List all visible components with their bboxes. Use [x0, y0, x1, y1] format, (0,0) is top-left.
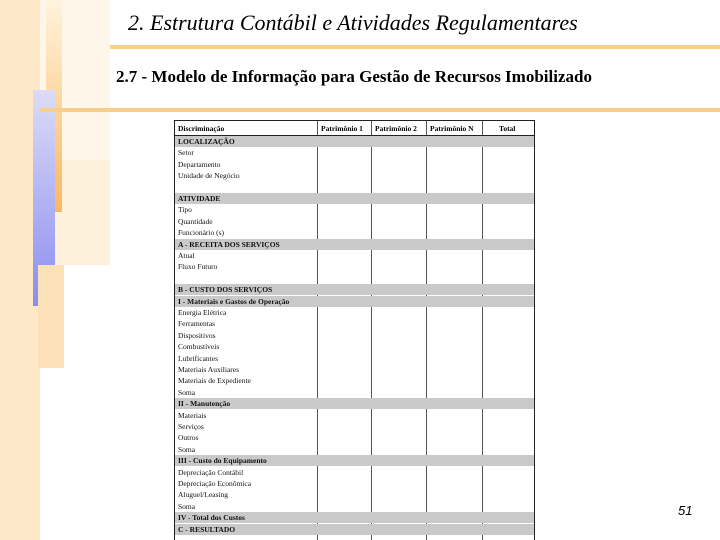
row-label: Quantidade: [178, 216, 213, 226]
row-label: C - RESULTADO: [178, 524, 236, 534]
table-row: [175, 501, 534, 512]
table-row: [175, 273, 534, 284]
header-total: Total: [499, 124, 516, 133]
title-underline: [110, 45, 720, 49]
table-row: [175, 375, 534, 386]
table-row: [175, 227, 534, 238]
row-label: Atual: [178, 251, 195, 260]
table-row: [175, 387, 534, 398]
row-label: Energia Elétrica: [178, 308, 227, 317]
slide-subtitle: 2.7 - Modelo de Informação para Gestão de Recursos Imobilizado: [116, 67, 592, 86]
table-row: [175, 478, 534, 489]
table-row: [175, 410, 534, 421]
header-patrimonio-1: Patrimônio 1: [321, 124, 363, 133]
row-label: Departamento: [178, 159, 221, 169]
row-label: III - Custo do Equipamento: [178, 456, 267, 466]
table-row: [175, 341, 534, 352]
header-discriminacao: Discriminação: [178, 124, 225, 133]
row-label: Setor: [178, 148, 194, 158]
row-label: Outros: [178, 433, 199, 443]
page-number: 51: [678, 503, 693, 518]
table-row: [175, 147, 534, 158]
header-patrimonio-2: Patrimônio 2: [375, 124, 417, 133]
table-row: [175, 489, 534, 500]
row-label: B - CUSTO DOS SERVIÇOS: [178, 285, 273, 295]
slide-title: 2. Estrutura Contábil e Atividades Regulamentares: [128, 10, 578, 35]
table-section-row: [175, 455, 534, 466]
table-section-row: [175, 136, 534, 147]
row-label: Tipo: [178, 205, 192, 215]
subtitle-underline: [40, 108, 720, 112]
table-row: [175, 353, 534, 364]
row-label: Unidade de Negócio: [178, 171, 240, 181]
row-label: IV - Total dos Custos: [178, 513, 245, 523]
decor-block-peach: [38, 265, 64, 368]
row-label: Soma: [178, 387, 196, 397]
row-label: Fluxo Futuro: [178, 262, 218, 272]
table-section-row: [175, 398, 534, 409]
row-label: Materiais de Expediente: [178, 376, 251, 386]
table-row: [175, 216, 534, 227]
row-label: Materiais Auxiliares: [178, 365, 240, 374]
table-section-row: [175, 512, 534, 523]
row-label: Materiais: [178, 410, 207, 420]
row-label: Ferramentas: [178, 319, 216, 329]
table-row: [175, 432, 534, 443]
table-row: [175, 182, 534, 193]
row-label: Aluguel/Leasing: [178, 490, 228, 500]
row-label: Dispositivos: [178, 330, 216, 340]
row-label: I - Materiais e Gastos de Operação: [178, 296, 290, 306]
row-label: Funcionário (s): [178, 228, 225, 238]
table-row: [175, 467, 534, 478]
table-row: [175, 444, 534, 455]
table-section-row: [175, 239, 534, 250]
table-row: [175, 170, 534, 181]
table-row: [175, 159, 534, 170]
table-row: [175, 261, 534, 272]
row-label: Soma: [178, 444, 196, 454]
row-label: Lubrificantes: [178, 353, 218, 363]
table-row: [175, 364, 534, 375]
header-patrimonio-n: Patrimônio N: [430, 124, 474, 133]
table-header: [175, 121, 534, 136]
table-row: [175, 318, 534, 329]
row-label: Serviços: [178, 422, 204, 431]
row-label: Soma: [178, 501, 196, 511]
asset-info-table: [174, 120, 535, 540]
table-row: [175, 330, 534, 341]
table-section-row: [175, 284, 534, 295]
table-section-row: [175, 193, 534, 204]
table-row: [175, 250, 534, 261]
row-label: ATIVIDADE: [178, 194, 221, 203]
row-label: Combustíveis: [178, 342, 220, 352]
table-row: [175, 204, 534, 215]
table-row: [175, 307, 534, 318]
row-label: A - RECEITA DOS SERVIÇOS: [178, 239, 280, 249]
table-section-row: [175, 524, 534, 535]
table-section-row: [175, 296, 534, 307]
row-label: Depreciação Contábil: [178, 467, 244, 477]
row-label: Depreciação Econômica: [178, 479, 252, 488]
row-label: II - Manutenção: [178, 399, 231, 409]
table-row: [175, 421, 534, 432]
row-label: LOCALIZAÇÃO: [178, 137, 235, 146]
